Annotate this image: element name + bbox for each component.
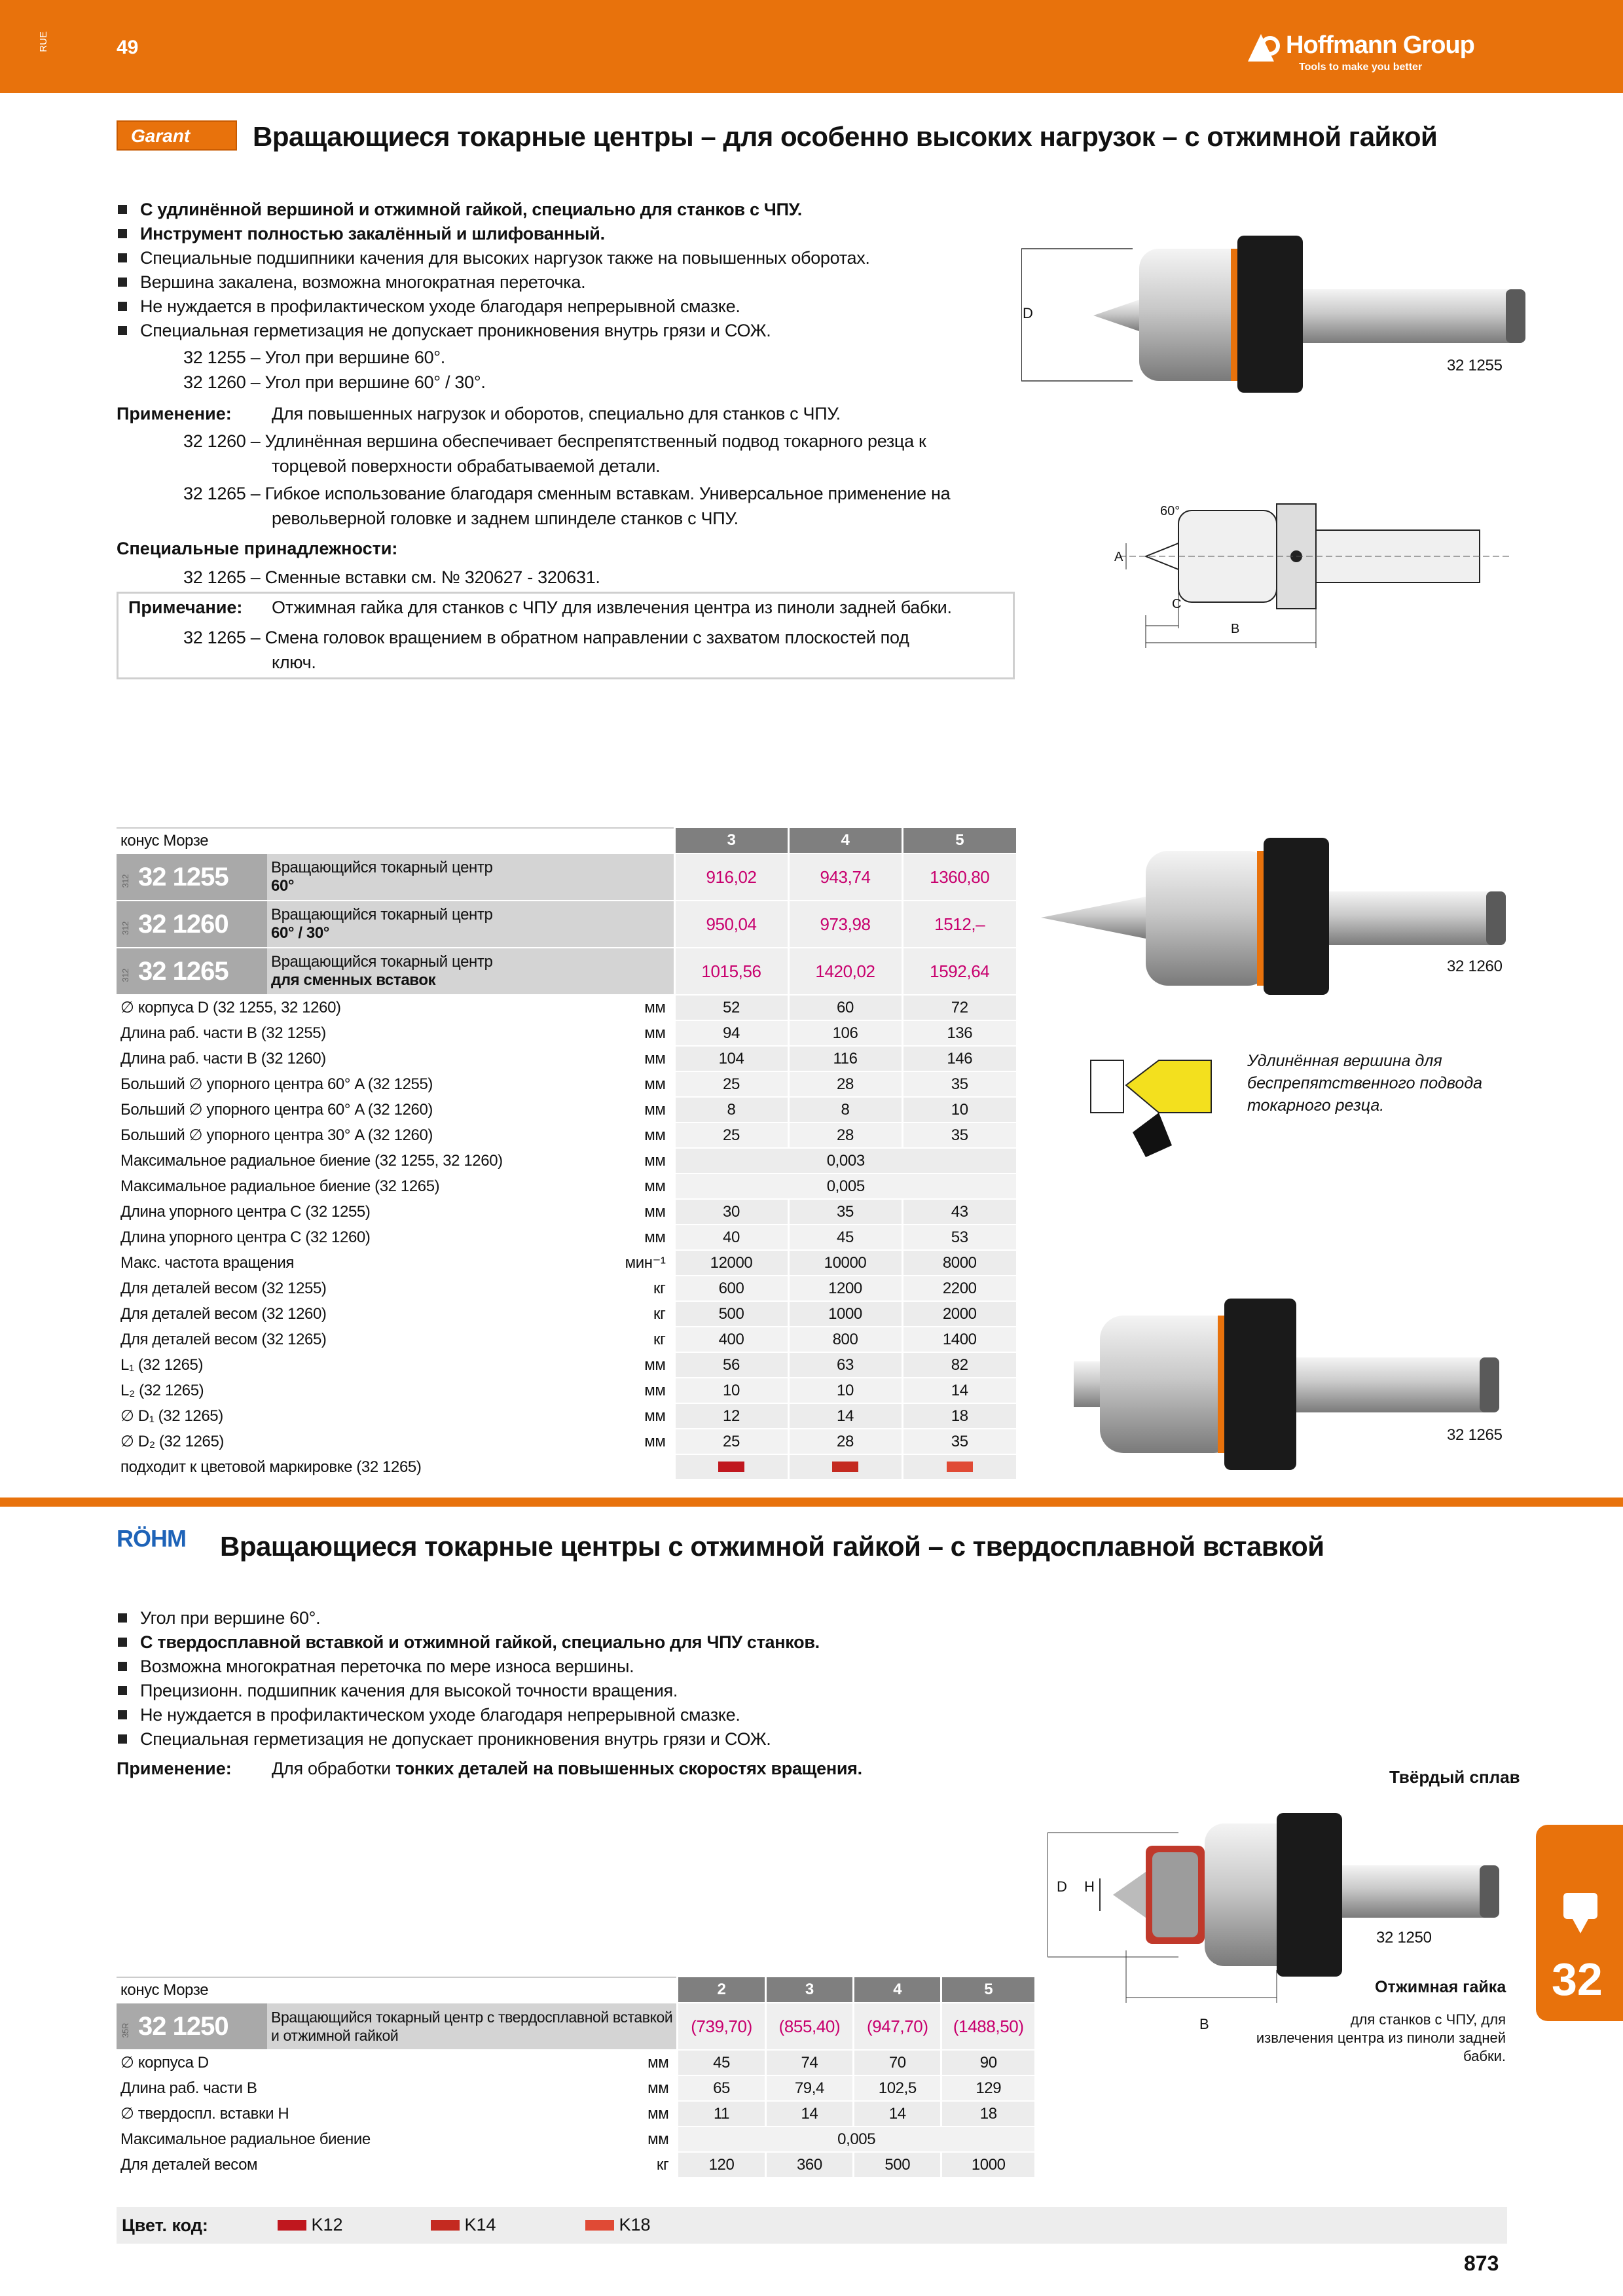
spec-value: 53 bbox=[902, 1225, 1016, 1250]
rohm-logo: RÖHM bbox=[117, 1525, 186, 1552]
application-text: Для повышенных нагрузок и оборотов, специально для станков с ЧПУ. bbox=[272, 404, 841, 423]
color-row bbox=[117, 1454, 1016, 1480]
spec-value: 35 bbox=[902, 1071, 1016, 1097]
spec-value: 35 bbox=[902, 1429, 1016, 1454]
article-cell[interactable]: 312 32 1255 bbox=[117, 853, 267, 901]
spec-value: 0,005 bbox=[674, 1174, 1016, 1199]
spec-value: 60 bbox=[788, 995, 902, 1020]
app-note: 32 1260 – Удлинённая вершина обеспечивает беспрепятственный подвод токарного резца к bbox=[183, 431, 926, 451]
section2-title: Вращающиеся токарные центры с отжимной гайкой – с твердосплавной вставкой bbox=[220, 1531, 1324, 1562]
spec-value: 10 bbox=[674, 1378, 788, 1403]
spec-label: Больший ∅ упорного центра 30° A (32 1260) bbox=[117, 1122, 621, 1148]
color-code-k12: K12 bbox=[278, 2215, 343, 2235]
spec-value: 14 bbox=[765, 2101, 853, 2126]
color-swatch bbox=[718, 1462, 744, 1472]
color-code-k18: K18 bbox=[585, 2215, 651, 2235]
spec-unit: мм bbox=[621, 1429, 674, 1454]
spec-value: 56 bbox=[674, 1352, 788, 1378]
spec-row bbox=[117, 2075, 1034, 2101]
price: (947,70) bbox=[854, 2003, 941, 2050]
spec-row bbox=[117, 1327, 1016, 1352]
img-label: 32 1260 bbox=[1447, 958, 1503, 975]
spec-value: 2000 bbox=[902, 1301, 1016, 1327]
price: 916,02 bbox=[674, 853, 788, 901]
product-name: Вращающийся токарный центр для сменных вставок bbox=[267, 948, 674, 995]
chapter-number: 32 bbox=[1552, 1954, 1603, 2005]
spec-unit: мм bbox=[621, 1174, 674, 1199]
spec-value: 63 bbox=[788, 1352, 902, 1378]
accessories-text: 32 1265 – Сменные вставки см. № 320627 - 320631. bbox=[183, 567, 600, 587]
color-swatch bbox=[832, 1462, 858, 1472]
dim-b-label: B bbox=[1231, 622, 1240, 636]
spec-value: 11 bbox=[678, 2101, 765, 2126]
spec-value: 14 bbox=[854, 2101, 941, 2126]
img-label: 32 1250 bbox=[1376, 1929, 1432, 1946]
product-image-321265 bbox=[1067, 1289, 1512, 1479]
spec-unit: мм bbox=[629, 2075, 678, 2101]
spec-value: 360 bbox=[765, 2152, 853, 2178]
spec-unit: мм bbox=[629, 2101, 678, 2126]
color-swatch-cell bbox=[902, 1454, 1016, 1480]
spec-value: 14 bbox=[788, 1403, 902, 1429]
bullet: Не нуждается в профилактическом уходе благодаря непрерывной смазке. bbox=[118, 295, 1021, 319]
spec-unit: мм bbox=[621, 1071, 674, 1097]
color-code-label: Цвет. код: bbox=[122, 2215, 208, 2235]
spec-value: 70 bbox=[854, 2050, 941, 2075]
spec-value: 146 bbox=[902, 1046, 1016, 1071]
spec-value: 28 bbox=[788, 1071, 902, 1097]
spec-unit: мм bbox=[621, 1046, 674, 1071]
spec-value: 2200 bbox=[902, 1276, 1016, 1301]
price: 973,98 bbox=[788, 901, 902, 948]
spec-value: 8 bbox=[788, 1097, 902, 1122]
accessories-label: Специальные принадлежности: bbox=[117, 539, 398, 558]
spec-value: 1000 bbox=[788, 1301, 902, 1327]
spec-row bbox=[117, 2050, 1034, 2075]
spec-unit: мм bbox=[629, 2050, 678, 2075]
spec-value: 136 bbox=[902, 1020, 1016, 1046]
spec-rows bbox=[117, 995, 1016, 1454]
spec-value: 104 bbox=[674, 1046, 788, 1071]
spec-value: 40 bbox=[674, 1225, 788, 1250]
color-swatch bbox=[585, 2220, 614, 2231]
spec-value: 25 bbox=[674, 1429, 788, 1454]
spec-value: 12000 bbox=[674, 1250, 788, 1276]
spec-row bbox=[117, 1097, 1016, 1122]
product-name: Вращающийся токарный центр 60° bbox=[267, 853, 674, 901]
product-name: Вращающийся токарный центр с твердосплавной вставкой и отжимной гайкой bbox=[267, 2003, 678, 2050]
note-text: 32 1265 – Смена головок вращением в обратном направлении с захватом плоскостей под bbox=[183, 628, 909, 647]
nut-desc bbox=[1244, 2011, 1506, 2066]
spec-unit: мм bbox=[621, 995, 674, 1020]
img-label: 32 1255 bbox=[1447, 357, 1503, 374]
spec-label: ∅ твердоспл. вставки H bbox=[117, 2101, 629, 2126]
spec-row bbox=[117, 1199, 1016, 1225]
spec-value: 600 bbox=[674, 1276, 788, 1301]
color-swatch-cell bbox=[674, 1454, 788, 1480]
spec-value: 1200 bbox=[788, 1276, 902, 1301]
bullet: Специальная герметизация не допускает проникновения внутрь грязи и СОЖ. bbox=[118, 319, 1021, 343]
morse-taper-label: конус Морзе bbox=[117, 1977, 678, 2003]
dim-d-label: D bbox=[1023, 305, 1033, 321]
spec-value: 52 bbox=[674, 995, 788, 1020]
page-number: 873 bbox=[1464, 2251, 1499, 2275]
spec-label: Для деталей весом (32 1260) bbox=[117, 1301, 621, 1327]
spec-label: Для деталей весом bbox=[117, 2152, 629, 2178]
angle-note: 32 1255 – Угол при вершине 60°. bbox=[183, 348, 445, 367]
product-name: Вращающийся токарный центр 60° / 30° bbox=[267, 901, 674, 948]
spec-value: 18 bbox=[902, 1403, 1016, 1429]
article-cell[interactable]: 312 32 1260 bbox=[117, 901, 267, 948]
spec-label: ∅ корпуса D (32 1255, 32 1260) bbox=[117, 995, 621, 1020]
product-row[interactable] bbox=[117, 948, 1016, 995]
spec-label: Максимальное радиальное биение bbox=[117, 2126, 629, 2152]
color-swatch-cell bbox=[788, 1454, 902, 1480]
spec-row bbox=[117, 1122, 1016, 1148]
col-head: 5 bbox=[902, 828, 1016, 853]
spec-row bbox=[117, 2101, 1034, 2126]
app-note: 32 1265 – Гибкое использование благодаря сменным вставкам. Универсальное применение на bbox=[183, 484, 951, 503]
bullet: Специальная герметизация не допускает проникновения внутрь грязи и СОЖ. bbox=[118, 1727, 1021, 1751]
bullet: С твердосплавной вставкой и отжимной гайкой, специально для ЧПУ станков. bbox=[118, 1630, 1021, 1655]
caption-line: беспрепятственного подвода bbox=[1247, 1074, 1483, 1092]
dimension-drawing bbox=[1106, 497, 1519, 655]
bullet: Угол при вершине 60°. bbox=[118, 1606, 1021, 1630]
spec-unit: мм bbox=[629, 2126, 678, 2152]
spec-label: Длина раб. части B (32 1255) bbox=[117, 1020, 621, 1046]
price: 1015,56 bbox=[674, 948, 788, 995]
page-number-top: 49 bbox=[117, 37, 139, 58]
spec-value: 35 bbox=[902, 1122, 1016, 1148]
spec-row bbox=[117, 1174, 1016, 1199]
spec-value: 102,5 bbox=[854, 2075, 941, 2101]
spec-value: 0,005 bbox=[678, 2126, 1034, 2152]
spec-row bbox=[117, 1148, 1016, 1174]
spec-value: 8000 bbox=[902, 1250, 1016, 1276]
spec-row bbox=[117, 1378, 1016, 1403]
spec-row bbox=[117, 1020, 1016, 1046]
spec-table-1 bbox=[117, 827, 1016, 1480]
nut-desc-line: извлечения центра из пиноли задней bbox=[1256, 2030, 1506, 2046]
color-swatch bbox=[278, 2220, 306, 2231]
brand-tagline: Tools to make you better bbox=[1299, 62, 1423, 73]
article-cell[interactable]: 312 32 1265 bbox=[117, 948, 267, 995]
section1-bullets bbox=[118, 198, 1021, 343]
col-head: 4 bbox=[788, 828, 902, 853]
spec-value: 45 bbox=[788, 1225, 902, 1250]
spec-value: 65 bbox=[678, 2075, 765, 2101]
color-row-label: подходит к цветовой маркировке (32 1265) bbox=[117, 1454, 674, 1480]
spec-label: L₂ (32 1265) bbox=[117, 1378, 621, 1403]
price: 1420,02 bbox=[788, 948, 902, 995]
spec-label: Для деталей весом (32 1255) bbox=[117, 1276, 621, 1301]
col-head: 4 bbox=[854, 1977, 941, 2003]
product-row[interactable] bbox=[117, 2003, 1034, 2050]
spec-label: Максимальное радиальное биение (32 1265) bbox=[117, 1174, 621, 1199]
garant-logo-text: Garant bbox=[131, 126, 191, 146]
price: 1360,80 bbox=[902, 853, 1016, 901]
col-head: 2 bbox=[678, 1977, 765, 2003]
spec-label: Длина упорного центра C (32 1260) bbox=[117, 1225, 621, 1250]
spec-table-2 bbox=[117, 1977, 1034, 2178]
color-swatch bbox=[947, 1462, 973, 1472]
spec-value: 43 bbox=[902, 1199, 1016, 1225]
morse-taper-label: конус Морзе bbox=[117, 828, 674, 853]
spec-value: 82 bbox=[902, 1352, 1016, 1378]
price: (1488,50) bbox=[941, 2003, 1034, 2050]
color-swatch bbox=[431, 2220, 460, 2231]
spec-row bbox=[117, 1250, 1016, 1276]
price: (855,40) bbox=[765, 2003, 853, 2050]
bullet: Не нуждается в профилактическом уходе благодаря непрерывной смазке. bbox=[118, 1703, 1021, 1727]
spec-value: 25 bbox=[674, 1071, 788, 1097]
dim-a-label: A bbox=[1114, 550, 1123, 564]
spec-label: Максимальное радиальное биение (32 1255, 32 1260) bbox=[117, 1148, 621, 1174]
spec-value: 18 bbox=[941, 2101, 1034, 2126]
spec-row bbox=[117, 1225, 1016, 1250]
spec-unit: мм bbox=[621, 1378, 674, 1403]
app-note: револьверной головке и заднем шпинделе станков с ЧПУ. bbox=[272, 509, 739, 528]
caption-line: Удлинённая вершина для bbox=[1247, 1052, 1442, 1070]
bullet: Инструмент полностью закалённый и шлифованный. bbox=[118, 222, 1021, 246]
spec-row bbox=[117, 995, 1016, 1020]
price: 1512,– bbox=[902, 901, 1016, 948]
product-image-321255 bbox=[1021, 229, 1532, 406]
spec-value: 35 bbox=[788, 1199, 902, 1225]
spec-value: 106 bbox=[788, 1020, 902, 1046]
carbide-label: Твёрдый сплав bbox=[1389, 1767, 1520, 1787]
region-code: RUE bbox=[38, 31, 49, 52]
spec-value: 90 bbox=[941, 2050, 1034, 2075]
bullet: Вершина закалена, возможна многократная переточка. bbox=[118, 270, 1021, 295]
application-label: Применение: bbox=[117, 1759, 232, 1778]
spec-value: 30 bbox=[674, 1199, 788, 1225]
nut-desc-line: для станков с ЧПУ, для bbox=[1350, 2011, 1506, 2028]
chapter-tab bbox=[1536, 1825, 1623, 2021]
spec-value: 800 bbox=[788, 1327, 902, 1352]
spec-row bbox=[117, 1301, 1016, 1327]
hoffmann-logo-icon bbox=[1244, 31, 1283, 64]
application-text: Для обработки тонких деталей на повышенных скоростях вращения. bbox=[272, 1759, 862, 1778]
spec-row bbox=[117, 1071, 1016, 1097]
spec-unit: мм bbox=[621, 1352, 674, 1378]
spec-unit: мм bbox=[621, 1403, 674, 1429]
spec-label: Для деталей весом (32 1265) bbox=[117, 1327, 621, 1352]
spec-label: L₁ (32 1265) bbox=[117, 1352, 621, 1378]
spec-value: 1400 bbox=[902, 1327, 1016, 1352]
spec-unit: мм bbox=[621, 1148, 674, 1174]
spec-value: 10000 bbox=[788, 1250, 902, 1276]
spec-unit: мм bbox=[621, 1097, 674, 1122]
spec-row bbox=[117, 1352, 1016, 1378]
product-row[interactable] bbox=[117, 853, 1016, 901]
nut-desc-line: бабки. bbox=[1463, 2048, 1506, 2064]
spec-value: 25 bbox=[674, 1122, 788, 1148]
section-separator bbox=[0, 1498, 1623, 1507]
spec-value: 28 bbox=[788, 1429, 902, 1454]
hoffmann-logo bbox=[1244, 27, 1558, 80]
note-label: Примечание: bbox=[128, 598, 243, 617]
spec-value: 72 bbox=[902, 995, 1016, 1020]
extended-tip-illustration bbox=[1087, 1047, 1224, 1158]
note-text: ключ. bbox=[272, 653, 316, 672]
spec-unit: мин⁻¹ bbox=[621, 1250, 674, 1276]
dim-b-label: B bbox=[1199, 2016, 1209, 2032]
dim-d-label: D bbox=[1057, 1878, 1067, 1895]
product-image-321260 bbox=[1034, 838, 1512, 995]
brand-name: Hoffmann Group bbox=[1286, 31, 1474, 59]
spec-value: 120 bbox=[678, 2152, 765, 2178]
application-label: Применение: bbox=[117, 404, 232, 423]
product-image-321250 bbox=[1048, 1793, 1519, 2003]
dim-c-label: C bbox=[1172, 597, 1182, 611]
spec-unit: мм bbox=[621, 1020, 674, 1046]
section2-bullets bbox=[118, 1606, 1021, 1751]
spec-unit: кг bbox=[621, 1301, 674, 1327]
spec-value: 74 bbox=[765, 2050, 853, 2075]
spec-label: ∅ D₂ (32 1265) bbox=[117, 1429, 621, 1454]
dim-h-label: H bbox=[1084, 1878, 1095, 1895]
spec-value: 10 bbox=[902, 1097, 1016, 1122]
spec-label: Больший ∅ упорного центра 60° A (32 1260) bbox=[117, 1097, 621, 1122]
col-head: 3 bbox=[674, 828, 788, 853]
spec-value: 94 bbox=[674, 1020, 788, 1046]
price: 1592,64 bbox=[902, 948, 1016, 995]
spec-rows bbox=[117, 2050, 1034, 2178]
spec-value: 0,003 bbox=[674, 1148, 1016, 1174]
bullet: Специальные подшипники качения для высоких наргузок также на повышенных оборотах. bbox=[118, 246, 1021, 270]
spec-row bbox=[117, 2126, 1034, 2152]
spec-label: Длина упорного центра C (32 1255) bbox=[117, 1199, 621, 1225]
bullet: Возможна многократная переточка по мере износа вершины. bbox=[118, 1655, 1021, 1679]
col-head: 5 bbox=[941, 1977, 1034, 2003]
spec-value: 79,4 bbox=[765, 2075, 853, 2101]
spec-unit: кг bbox=[621, 1327, 674, 1352]
spec-label: Макс. частота вращения bbox=[117, 1250, 621, 1276]
tip-caption bbox=[1247, 1050, 1482, 1117]
spec-unit: кг bbox=[629, 2152, 678, 2178]
spec-label: Больший ∅ упорного центра 60° A (32 1255) bbox=[117, 1071, 621, 1097]
app-note: торцевой поверхности обрабатываемой детали. bbox=[272, 456, 661, 476]
price: 950,04 bbox=[674, 901, 788, 948]
spec-unit: мм bbox=[621, 1199, 674, 1225]
spec-unit: кг bbox=[621, 1276, 674, 1301]
spec-row bbox=[117, 1276, 1016, 1301]
caption-line: токарного резца. bbox=[1247, 1096, 1385, 1115]
col-head: 3 bbox=[765, 1977, 853, 2003]
spec-value: 1000 bbox=[941, 2152, 1034, 2178]
dim-angle-label: 60° bbox=[1160, 504, 1180, 518]
spec-row bbox=[117, 1429, 1016, 1454]
spec-label: ∅ D₁ (32 1265) bbox=[117, 1403, 621, 1429]
section1-title: Вращающиеся токарные центры – для особенно высоких нагрузок – с отжимной гайкой bbox=[253, 121, 1438, 152]
spec-row bbox=[117, 1046, 1016, 1071]
spec-value: 400 bbox=[674, 1327, 788, 1352]
spec-value: 14 bbox=[902, 1378, 1016, 1403]
bullet: С удлинённой вершиной и отжимной гайкой, специально для станков с ЧПУ. bbox=[118, 198, 1021, 222]
spec-value: 28 bbox=[788, 1122, 902, 1148]
spec-value: 10 bbox=[788, 1378, 902, 1403]
color-code-k14: K14 bbox=[431, 2215, 496, 2235]
spec-value: 500 bbox=[854, 2152, 941, 2178]
spec-value: 116 bbox=[788, 1046, 902, 1071]
nut-label: Отжимная гайка bbox=[1375, 1978, 1506, 1996]
spec-row bbox=[117, 2152, 1034, 2178]
img-label: 32 1265 bbox=[1447, 1426, 1503, 1444]
spec-value: 12 bbox=[674, 1403, 788, 1429]
spec-value: 500 bbox=[674, 1301, 788, 1327]
bullet: Прецизионн. подшипник качения для высокой точности вращения. bbox=[118, 1679, 1021, 1703]
spec-label: ∅ корпуса D bbox=[117, 2050, 629, 2075]
price: 943,74 bbox=[788, 853, 902, 901]
spec-label: Длина раб. части B bbox=[117, 2075, 629, 2101]
lathe-center-icon bbox=[1554, 1884, 1607, 1936]
spec-row bbox=[117, 1403, 1016, 1429]
spec-value: 8 bbox=[674, 1097, 788, 1122]
note-text: Отжимная гайка для станков с ЧПУ для извлечения центра из пиноли задней бабки. bbox=[272, 598, 952, 617]
angle-note: 32 1260 – Угол при вершине 60° / 30°. bbox=[183, 372, 486, 392]
spec-unit: мм bbox=[621, 1225, 674, 1250]
spec-unit: мм bbox=[621, 1122, 674, 1148]
spec-value: 45 bbox=[678, 2050, 765, 2075]
article-cell[interactable]: 35R 32 1250 bbox=[117, 2003, 267, 2050]
spec-value: 129 bbox=[941, 2075, 1034, 2101]
price: (739,70) bbox=[678, 2003, 765, 2050]
product-row[interactable] bbox=[117, 901, 1016, 948]
spec-label: Длина раб. части B (32 1260) bbox=[117, 1046, 621, 1071]
